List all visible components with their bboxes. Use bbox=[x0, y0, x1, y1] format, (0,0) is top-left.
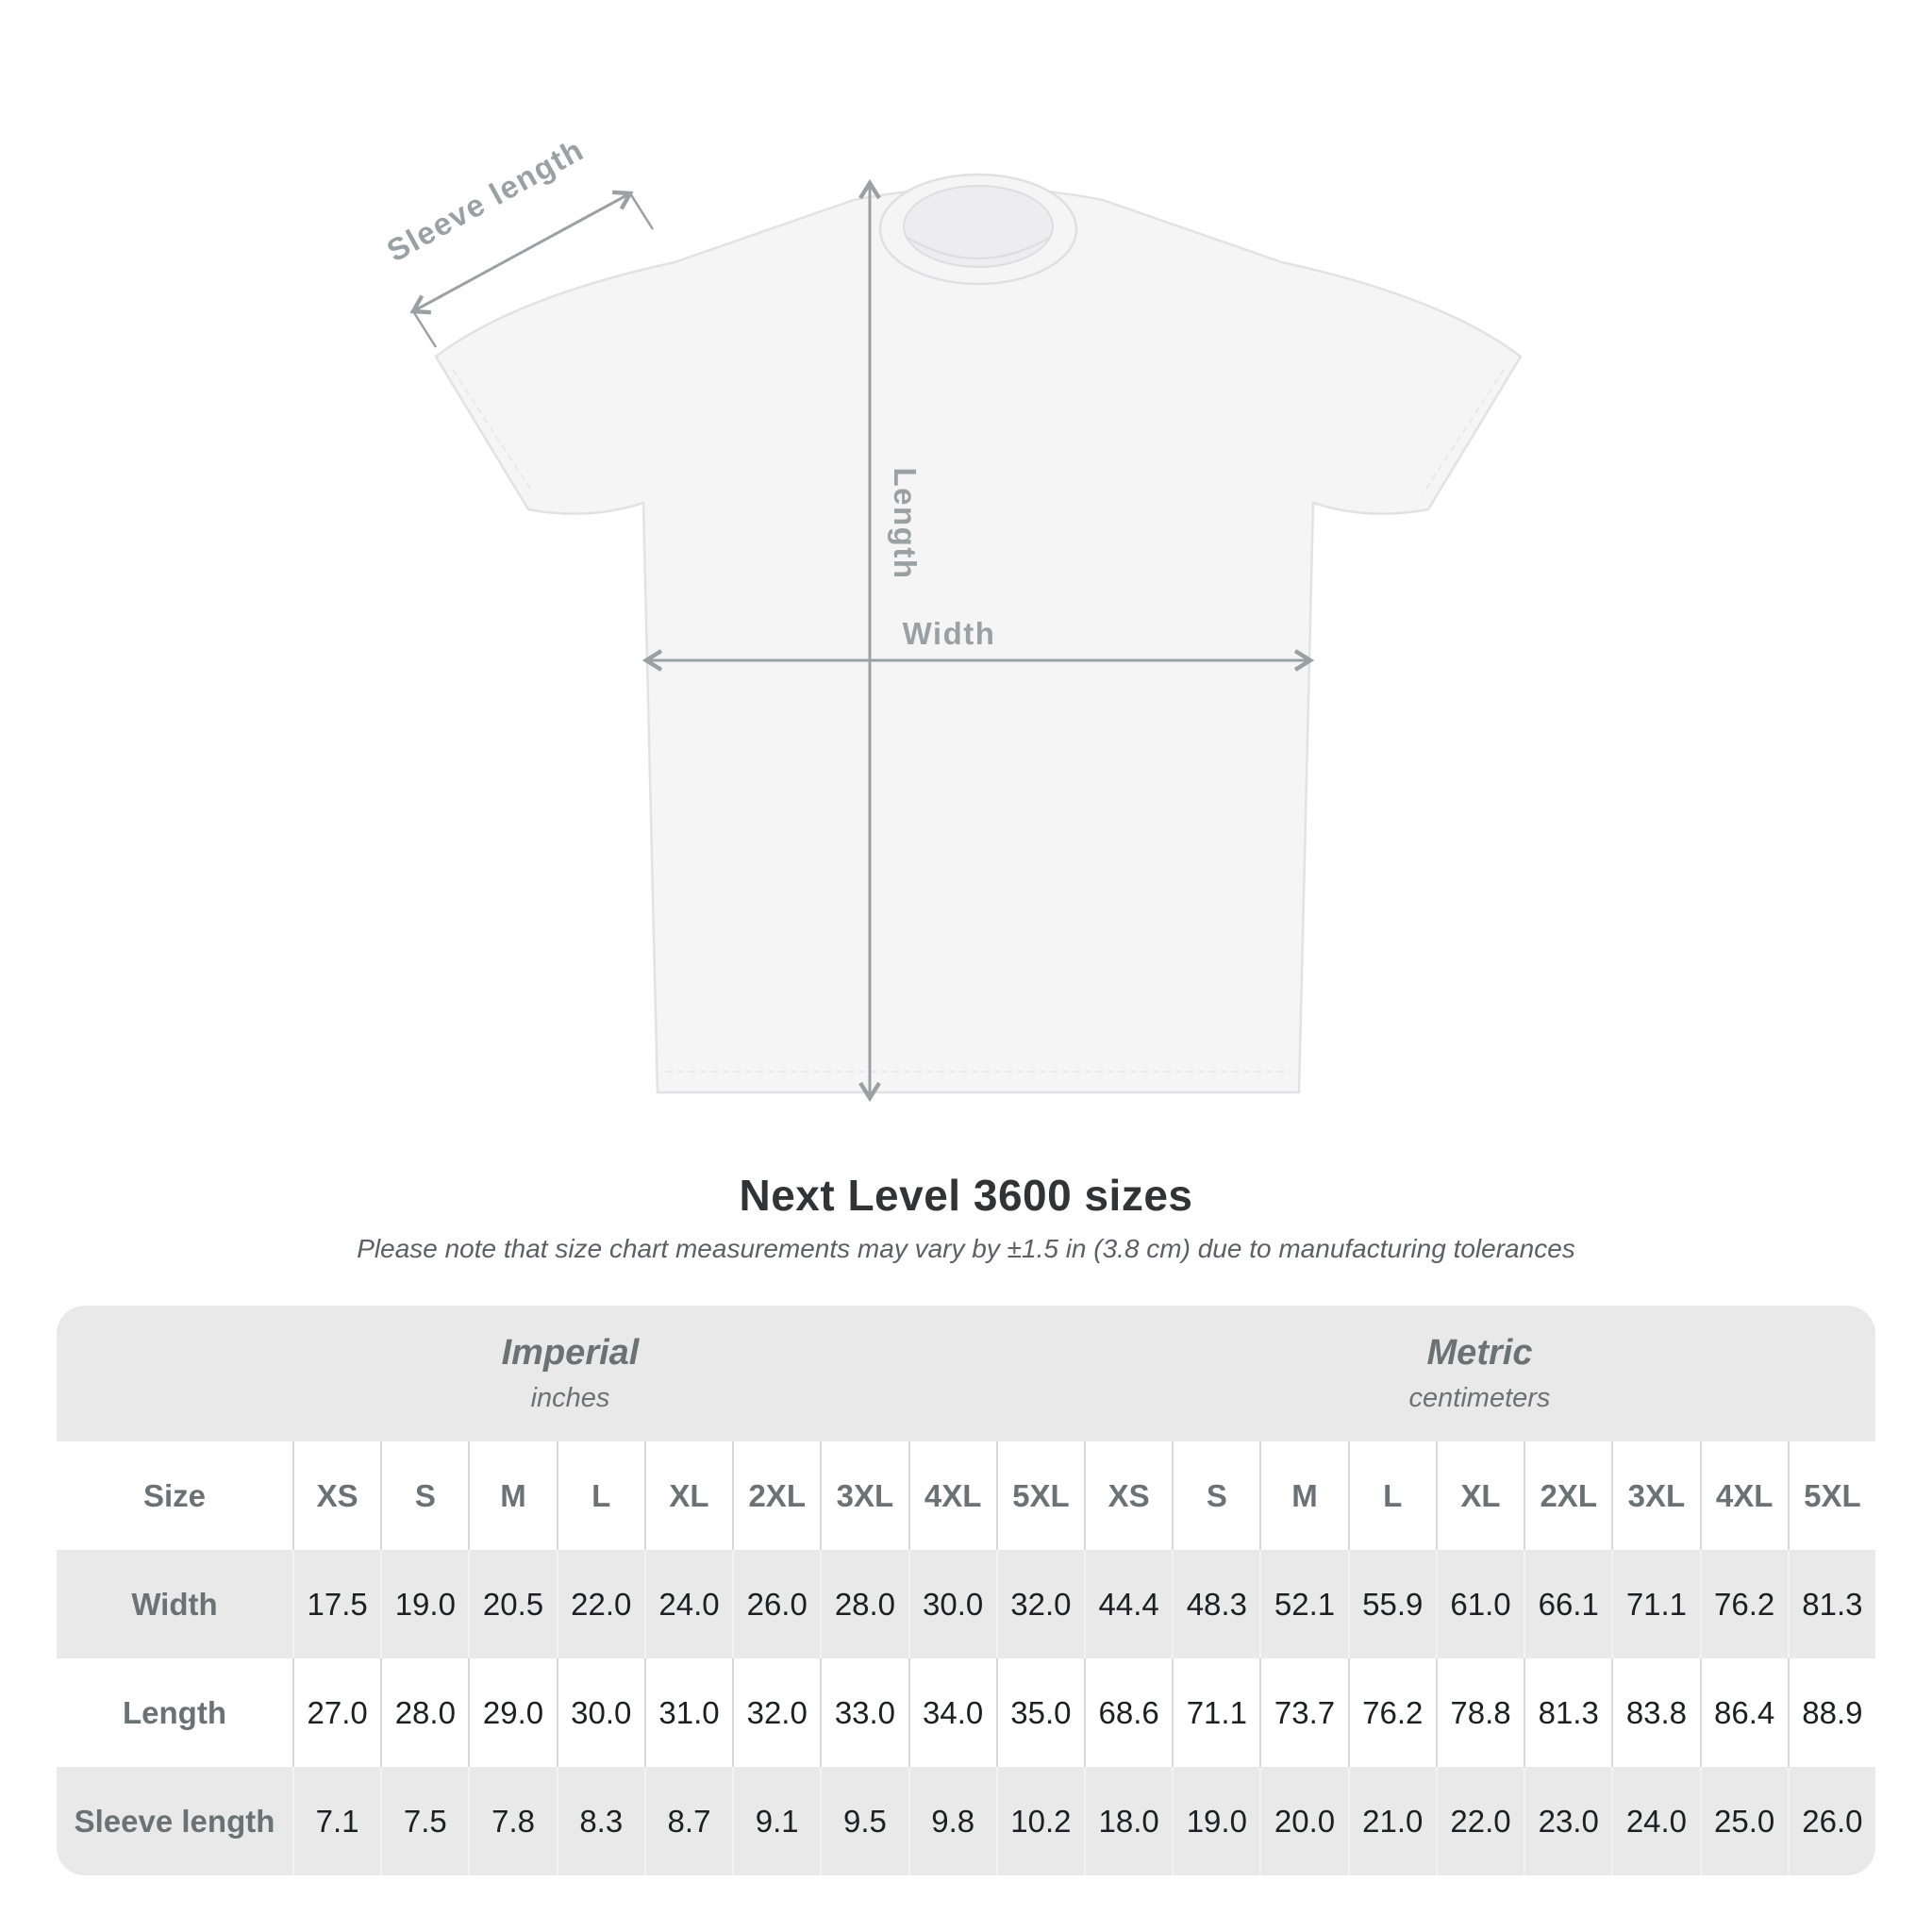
col-header: S bbox=[1172, 1441, 1259, 1550]
value-cell: 81.3 bbox=[1788, 1550, 1875, 1658]
value-cell: 73.7 bbox=[1259, 1658, 1347, 1767]
value-cell: 23.0 bbox=[1524, 1767, 1611, 1875]
col-header: 5XL bbox=[1788, 1441, 1875, 1550]
value-cell: 71.1 bbox=[1172, 1658, 1259, 1767]
value-cell: 30.0 bbox=[908, 1550, 996, 1658]
table-row-sleeve-length bbox=[57, 1767, 1875, 1875]
value-cell: 19.0 bbox=[1172, 1767, 1259, 1875]
row-label: Length bbox=[123, 1694, 226, 1730]
value-cell: 76.2 bbox=[1700, 1550, 1788, 1658]
value-cell: 44.4 bbox=[1084, 1550, 1172, 1658]
value-cell: 61.0 bbox=[1436, 1550, 1524, 1658]
value-cell: 21.0 bbox=[1348, 1767, 1436, 1875]
imperial-label: Imperial bbox=[501, 1333, 640, 1373]
value-cell: 28.0 bbox=[820, 1550, 908, 1658]
value-cell: 27.0 bbox=[292, 1658, 380, 1767]
sleeve-arrow-tick-bottom bbox=[413, 311, 436, 347]
value-cell: 7.5 bbox=[380, 1767, 468, 1875]
page-title: Next Level 3600 sizes bbox=[739, 1171, 1193, 1220]
value-cell: 29.0 bbox=[468, 1658, 556, 1767]
collar-inner bbox=[904, 186, 1053, 267]
value-cell: 9.8 bbox=[908, 1767, 996, 1875]
width-label: Width bbox=[902, 616, 996, 651]
col-header: 3XL bbox=[1611, 1441, 1699, 1550]
value-cell: 86.4 bbox=[1700, 1658, 1788, 1767]
sleeve-arrow-tick-top bbox=[630, 193, 653, 229]
col-header: XS bbox=[1084, 1441, 1172, 1550]
value-cell: 35.0 bbox=[996, 1658, 1084, 1767]
size-table bbox=[57, 1306, 1875, 1875]
value-cell: 9.5 bbox=[820, 1767, 908, 1875]
metric-label: Metric bbox=[1426, 1333, 1533, 1373]
value-cell: 26.0 bbox=[732, 1550, 820, 1658]
col-header: L bbox=[557, 1441, 644, 1550]
tolerance-note: Please note that size chart measurements may vary by ±1.5 in (3.8 cm) due to manufacturing tolerances bbox=[357, 1234, 1575, 1263]
col-header: 4XL bbox=[1700, 1441, 1788, 1550]
imperial-section-header bbox=[57, 1306, 1084, 1441]
value-cell: 76.2 bbox=[1348, 1658, 1436, 1767]
value-cell: 8.7 bbox=[644, 1767, 732, 1875]
value-cell: 71.1 bbox=[1611, 1550, 1699, 1658]
value-cell: 17.5 bbox=[292, 1550, 380, 1658]
value-cell: 31.0 bbox=[644, 1658, 732, 1767]
length-label: Length bbox=[888, 467, 923, 580]
size-corner-cell: Size bbox=[142, 1477, 207, 1513]
col-header: 2XL bbox=[1524, 1441, 1611, 1550]
metric-unit: centimeters bbox=[1408, 1383, 1551, 1413]
value-cell: 48.3 bbox=[1172, 1550, 1259, 1658]
value-cell: 68.6 bbox=[1084, 1658, 1172, 1767]
value-cell: 24.0 bbox=[1611, 1767, 1699, 1875]
value-cell: 30.0 bbox=[557, 1658, 644, 1767]
value-cell: 33.0 bbox=[820, 1658, 908, 1767]
value-cell: 24.0 bbox=[644, 1550, 732, 1658]
value-cell: 22.0 bbox=[1436, 1767, 1524, 1875]
value-cell: 32.0 bbox=[996, 1550, 1084, 1658]
value-cell: 8.3 bbox=[557, 1767, 644, 1875]
col-header: XS bbox=[292, 1441, 380, 1550]
sleeve-length-label: Sleeve length bbox=[380, 131, 590, 269]
col-header: 3XL bbox=[820, 1441, 908, 1550]
col-header: XL bbox=[1436, 1441, 1524, 1550]
value-cell: 7.1 bbox=[292, 1767, 380, 1875]
value-cell: 34.0 bbox=[908, 1658, 996, 1767]
value-cell: 32.0 bbox=[732, 1658, 820, 1767]
value-cell: 18.0 bbox=[1084, 1767, 1172, 1875]
value-cell: 55.9 bbox=[1348, 1550, 1436, 1658]
col-header: XL bbox=[644, 1441, 732, 1550]
table-header-row bbox=[57, 1441, 1875, 1550]
col-header: L bbox=[1348, 1441, 1436, 1550]
row-label: Width bbox=[131, 1586, 218, 1622]
value-cell: 9.1 bbox=[732, 1767, 820, 1875]
col-header: M bbox=[468, 1441, 556, 1550]
col-header: S bbox=[380, 1441, 468, 1550]
value-cell: 83.8 bbox=[1611, 1658, 1699, 1767]
table-row-length bbox=[57, 1658, 1875, 1767]
value-cell: 52.1 bbox=[1259, 1550, 1347, 1658]
value-cell: 66.1 bbox=[1524, 1550, 1611, 1658]
col-header: 5XL bbox=[996, 1441, 1084, 1550]
value-cell: 10.2 bbox=[996, 1767, 1084, 1875]
value-cell: 88.9 bbox=[1788, 1658, 1875, 1767]
value-cell: 22.0 bbox=[557, 1550, 644, 1658]
table-row-width bbox=[57, 1550, 1875, 1658]
value-cell: 19.0 bbox=[380, 1550, 468, 1658]
metric-section-header bbox=[1084, 1306, 1875, 1441]
value-cell: 20.5 bbox=[468, 1550, 556, 1658]
unit-band-row bbox=[57, 1306, 1875, 1441]
value-cell: 81.3 bbox=[1524, 1658, 1611, 1767]
value-cell: 28.0 bbox=[380, 1658, 468, 1767]
value-cell: 78.8 bbox=[1436, 1658, 1524, 1767]
row-label: Sleeve length bbox=[74, 1803, 275, 1839]
value-cell: 26.0 bbox=[1788, 1767, 1875, 1875]
value-cell: 25.0 bbox=[1700, 1767, 1788, 1875]
col-header: 4XL bbox=[908, 1441, 996, 1550]
value-cell: 7.8 bbox=[468, 1767, 556, 1875]
col-header: 2XL bbox=[732, 1441, 820, 1550]
value-cell: 20.0 bbox=[1259, 1767, 1347, 1875]
imperial-unit: inches bbox=[530, 1383, 610, 1413]
col-header: M bbox=[1259, 1441, 1347, 1550]
